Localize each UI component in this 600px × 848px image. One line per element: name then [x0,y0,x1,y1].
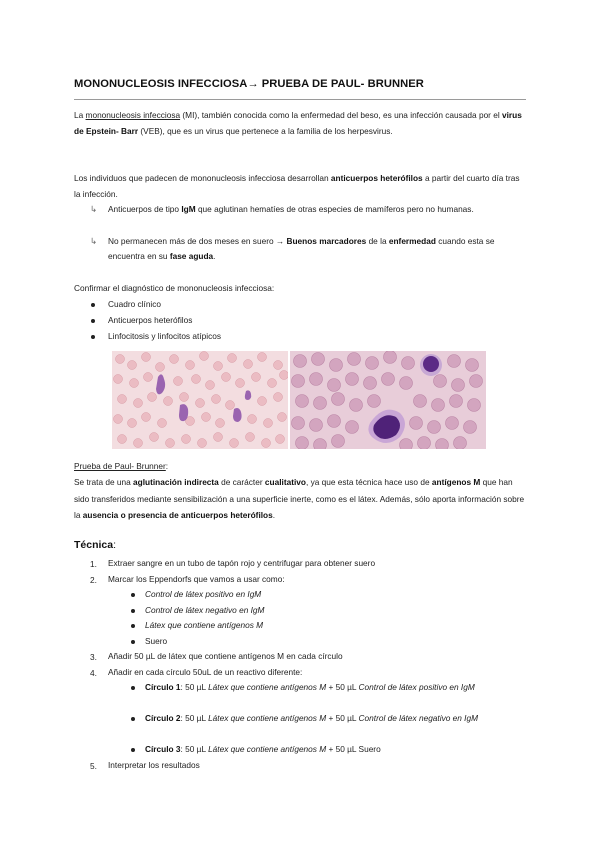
bullet-icon [131,640,135,644]
lymphocyte-micrograph-image [290,351,486,449]
paul-paragraph [74,474,528,524]
paul-bold: aglutinación indirecta [133,477,219,487]
step-number: 5. [90,761,97,771]
blood-smear-drawing [112,351,288,449]
paul-text: Se trata de una [74,477,134,487]
circle-text: + 50 µL [326,744,359,754]
arrow-item-bold: IgM [181,204,196,214]
confirm-heading: Confirmar el diagnóstico de mononucleosis infecciosa: [74,283,275,293]
circle-text: : 50 µL [180,744,209,754]
step-number: 3. [90,652,97,662]
lymphocyte-micrograph-drawing [290,351,486,449]
step-2-item [145,603,264,618]
title-divider [74,99,526,100]
arrow-item-text: cuando esta se encuentra en su [108,236,495,261]
circle-italic: Control de látex positivo en IgM [358,682,475,692]
individuals-text: a partir del cuarto día tras la infección. [74,173,520,199]
circle-italic: Látex que contiene antígenos M [208,744,327,754]
arrow-item-text: que aglutinan hematíes de otras especies de mamíferos pero no humanas. [195,204,474,214]
circle-item [145,742,525,757]
individuals-bold: anticuerpos heterófilos [330,173,423,183]
step-5: Interpretar los resultados [108,760,200,770]
confirm-item: Cuadro clínico [108,299,162,309]
confirm-item: Linfocitosis y linfocitos atípicos [108,331,221,341]
circle-item [145,680,525,695]
bullet-icon [91,319,95,323]
bullet-icon [91,335,95,339]
step-number: 1. [90,559,97,569]
step-number: 4. [90,668,97,678]
circle-label: Círculo 3 [145,744,181,754]
step-2-item: Suero [145,636,168,646]
arrow-bullet-icon: ↳ [90,236,98,246]
intro-text: (MI), también conocida como la enfermedad del beso, es una infección causada por el [180,110,503,120]
arrow-item-text: . [213,251,216,261]
confirm-item: Anticuerpos heterófilos [108,315,193,325]
arrow-bullet-icon: ↳ [90,204,98,214]
intro-text: La [74,110,86,120]
intro-text: (VEB), que es un virus que pertenece a la familia de los herpesvirus. [138,125,393,136]
step-2-item-text: Control de látex negativo en IgM [145,605,265,615]
circle-text: : 50 µL [180,713,209,723]
paul-heading-line [74,459,168,475]
circle-label: Círculo 2 [145,713,181,723]
step-2-item-text: Látex que contiene antígenos M [145,620,264,630]
paul-text: que han sido transferidos mediante sensibilización a una superficie inerte, como es el látex. Además, sólo aporta información sobre la [74,477,525,520]
circle-italic: Látex que contiene antígenos M [208,713,327,723]
intro-paragraph [74,108,526,139]
paul-heading: Prueba de Paul- Brunner [74,461,166,471]
paul-bold: cualitativo [264,477,306,487]
step-2-item [145,587,261,602]
arrow-item-bold: Buenos marcadores [286,236,367,246]
arrow-item-bold: fase aguda [169,251,214,261]
circle-text: : 50 µL [180,682,209,692]
paul-text: , ya que esta técnica hace uso de [305,477,432,487]
arrow-item [108,234,518,264]
paul-text: de carácter [218,477,265,487]
circle-italic: Látex que contiene antígenos M [208,682,327,692]
step-number: 2. [90,575,97,585]
bullet-icon [131,686,135,690]
step-2: Marcar los Eppendorfs que vamos a usar como: [108,574,285,584]
bullet-icon [131,748,135,752]
intro-virus: virus de Epstein- Barr [74,110,522,136]
step-1: Extraer sangre en un tubo de tapón rojo y centrifugar para obtener suero [108,558,376,568]
arrow-item-text: Anticuerpos de tipo [108,204,182,214]
tecnica-heading-line [74,539,116,551]
circle-label: Círculo 1 [145,682,181,692]
circle-text: + 50 µL [326,682,359,692]
individuals-paragraph [74,171,526,202]
arrow-item [108,202,508,217]
circle-italic: Control de látex negativo en IgM [358,713,479,723]
step-3: Añadir 50 µL de látex que contiene antígenos M en cada círculo [108,651,343,661]
circle-text: + 50 µL [326,713,359,723]
arrow-item-text: No permanecen más de dos meses en suero → [108,236,287,246]
intro-term: mononucleosis infecciosa [85,110,181,120]
step-4: Añadir en cada círculo 50uL de un reactivo diferente: [108,667,303,677]
paul-text: . [272,510,276,520]
page-title: MONONUCLEOSIS INFECCIOSA→ PRUEBA DE PAUL- BRUNNER [74,78,424,90]
individuals-text: Los individuos que padecen de mononucleosis infecciosa desarrollan [74,173,331,183]
circle-item [145,711,525,726]
arrow-item-bold: enfermedad [388,236,436,246]
bullet-icon [131,717,135,721]
bullet-icon [91,303,95,307]
paul-heading-colon: : [165,461,169,471]
circle-text: Suero [358,744,381,754]
paul-bold: antígenos M [431,477,481,487]
bullet-icon [131,624,135,628]
arrow-item-text: de la [366,236,389,246]
blood-smear-image [112,351,288,449]
tecnica-heading: Técnica [74,539,114,551]
bullet-icon [131,593,135,597]
bullet-icon [131,609,135,613]
step-2-item-text: Control de látex positivo en IgM [145,589,262,599]
tecnica-heading-colon: : [113,539,117,551]
paul-bold: ausencia o presencia de anticuerpos heterófilos [82,510,273,520]
step-2-item [145,618,263,633]
